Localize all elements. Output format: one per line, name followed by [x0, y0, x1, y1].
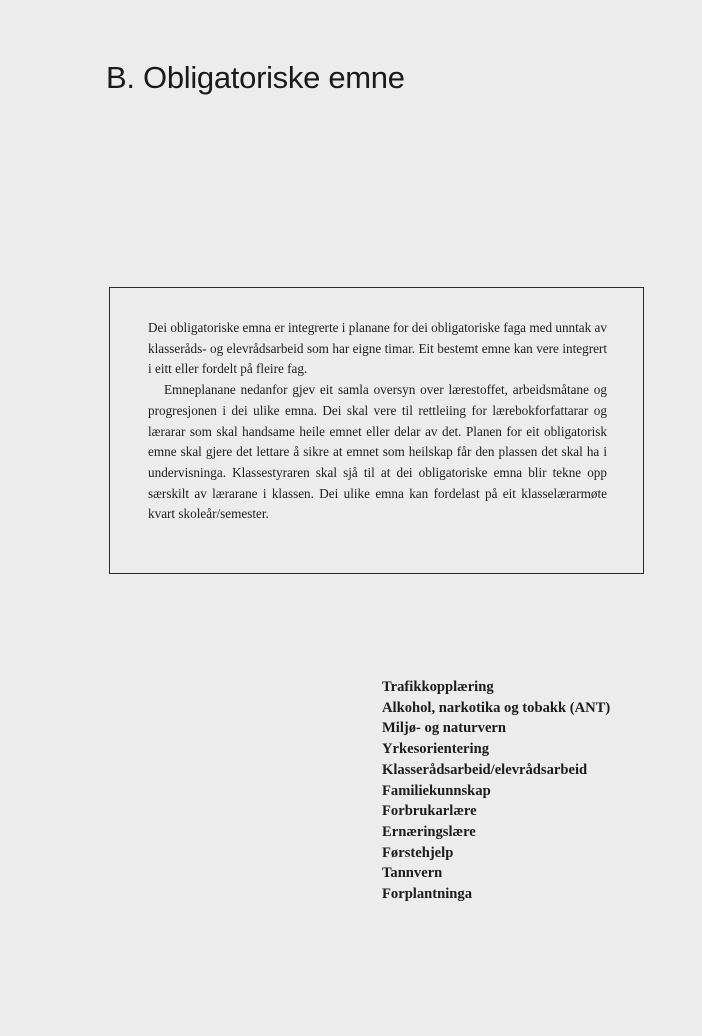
topic-item: Forplantninga — [382, 886, 473, 903]
topic-item: Forbrukarlære — [382, 803, 477, 820]
topic-item: Familiekunnskap — [382, 782, 491, 799]
topic-item: Førstehjelp — [382, 844, 454, 861]
intro-paragraph: Emneplanane nedanfor gjev eit samla oversyn over lærestoffet, arbeidsmåtane og progresjonen i dei ulike emna. Dei skal vere til rettleiing for lærebokforfattarar og lærarar som skal handsame heile emnet eller delar av det. Planen for eit obligatorisk emne skal gjere det lettare å sikre at emnet som heilskap får den plassen det skal ha i undervisninga. Klassestyraren skal sjå til at dei obligatoriske emna blir tekne opp særskilt av lærarane i klassen. Dei ulike emna kan fordelast på eit klasselærarmøte kvart skoleår/semester. — [148, 382, 607, 522]
topic-item: Miljø- og naturvern — [382, 720, 507, 737]
topic-item: Tannvern — [382, 865, 443, 882]
topic-item: Trafikkopplæring — [382, 679, 494, 695]
topic-list — [382, 677, 610, 905]
intro-paragraph: Dei obligatoriske emna er integrerte i planane for dei obligatoriske faga med unntak av klasseråds- og elevrådsarbeid som har eigne timar. Eit bestemt emne kan vere integrert i eitt eller fordelt på fleire fag. — [148, 320, 607, 377]
intro-box — [109, 287, 644, 574]
intro-text — [148, 318, 607, 525]
topic-item: Klasserådsarbeid/elevrådsarbeid — [382, 761, 588, 778]
topic-item: Alkohol, narkotika og tobakk (ANT) — [382, 699, 611, 716]
page-heading: B. Obligatoriske emne — [106, 60, 405, 95]
topic-item: Ernæringslære — [382, 823, 476, 840]
topic-item: Yrkesorientering — [382, 741, 489, 758]
